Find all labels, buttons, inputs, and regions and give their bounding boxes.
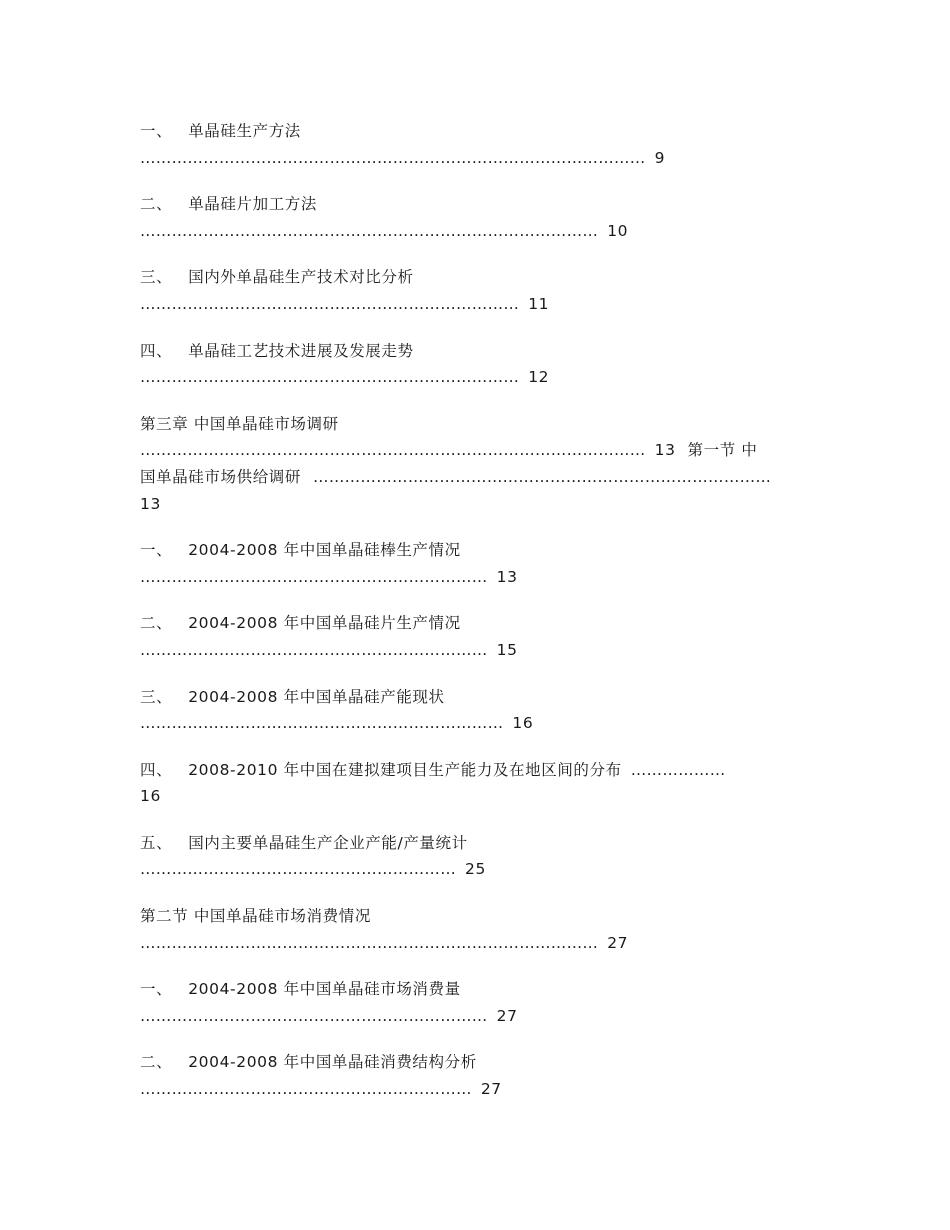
toc-number: 二、 [140,614,173,633]
toc-wrapped-line [140,464,820,491]
toc-leader-line [140,564,820,591]
toc-page-number: 9 [654,148,666,167]
toc-number: 四、 [140,341,173,360]
toc-leader-line [140,145,820,172]
toc-page-number: 12 [528,368,550,387]
toc-leader-line [140,856,820,883]
toc-page-number: 13 [140,494,161,513]
toc-title: 国内主要单晶硅生产企业产能/产量统计 [188,833,468,852]
toc-entry[interactable] [140,338,820,391]
toc-page-number: 13 [496,567,518,586]
toc-entry[interactable] [140,191,820,244]
toc-entry[interactable] [140,118,820,171]
toc-dot-leader: …………………………………………………………………………… [313,467,772,486]
toc-heading [140,338,820,365]
toc-heading [140,118,820,145]
toc-dot-leader: …………………………………………………………… [140,714,504,733]
toc-title: 单晶硅工艺技术进展及发展走势 [188,341,414,360]
toc-dot-leader: …………………………………………………………………………… [140,933,599,952]
toc-heading [140,1049,820,1076]
toc-leader-line [140,437,820,464]
toc-title: 2008-2010 年中国在建拟建项目生产能力及在地区间的分布 [188,760,622,779]
toc-title: 第三章 中国单晶硅市场调研 [140,414,339,433]
toc-dot-leader: ……………… [630,760,726,779]
toc-entry-chapter[interactable] [140,411,820,517]
toc-number: 三、 [140,268,173,287]
toc-leader-line [140,930,820,957]
toc-page-number: 16 [512,714,534,733]
toc-number: 五、 [140,833,173,852]
toc-title: 2004-2008 年中国单晶硅市场消费量 [188,980,461,999]
toc-page-number: 27 [480,1080,502,1099]
toc-heading [140,191,820,218]
toc-title: 单晶硅片加工方法 [188,195,318,214]
toc-number: 一、 [140,541,173,560]
toc-leader-line [140,710,820,737]
toc-entry[interactable] [140,976,820,1029]
toc-dot-leader: ……………………………………………………………… [140,368,520,387]
toc-heading [140,610,820,637]
toc-dot-leader: ……………………………………………………… [140,1080,472,1099]
toc-entry[interactable] [140,264,820,317]
toc-number: 二、 [140,195,173,214]
toc-leader-line [140,1076,820,1103]
toc-title: 2004-2008 年中国单晶硅片生产情况 [188,614,461,633]
toc-dot-leader: …………………………………………………………………………………… [140,148,646,167]
toc-page-number: 25 [465,860,486,879]
toc-title: 第二节 中国单晶硅市场消费情况 [140,907,371,926]
toc-page-number: 15 [496,640,518,659]
toc-entry[interactable] [140,537,820,590]
toc-page-number: 27 [496,1006,518,1025]
toc-page-number: 10 [607,221,629,240]
toc-title: 单晶硅生产方法 [188,122,301,140]
toc-title-continuation: 国单晶硅市场供给调研 [140,467,302,486]
toc-heading [140,903,820,930]
toc-title: 国内外单晶硅生产技术对比分析 [188,268,414,287]
toc-wrapped-line [140,491,820,518]
toc-number: 一、 [140,980,173,999]
toc-entry[interactable] [140,1049,820,1102]
toc-entry-section[interactable] [140,903,820,956]
toc-heading [140,684,820,711]
toc-dot-leader: …………………………………………………… [140,860,456,879]
toc-page-number: 13 [654,441,676,460]
toc-heading [140,264,820,291]
toc-dot-leader: …………………………………………………………………………… [140,221,599,240]
toc-leader-line [140,364,820,391]
toc-page-number: 16 [140,787,161,806]
toc-leader-line [140,637,820,664]
toc-heading [140,411,820,438]
toc-entry[interactable] [140,610,820,663]
toc-number: 一、 [140,122,173,140]
toc-dot-leader: ………………………………………………………… [140,640,488,659]
table-of-contents [140,118,820,1123]
toc-title: 2004-2008 年中国单晶硅消费结构分析 [188,1053,477,1072]
toc-dot-leader: ………………………………………………………… [140,567,488,586]
toc-heading [140,537,820,564]
toc-entry[interactable] [140,757,820,810]
toc-number: 三、 [140,687,173,706]
toc-page-number: 11 [528,294,550,313]
toc-page-number: 27 [607,933,629,952]
toc-dot-leader: ……………………………………………………………… [140,294,520,313]
toc-dot-leader: …………………………………………………………………………………… [140,441,646,460]
toc-number: 二、 [140,1053,173,1072]
toc-leader-line [140,218,820,245]
toc-title: 2004-2008 年中国单晶硅棒生产情况 [188,541,461,560]
toc-heading [140,976,820,1003]
toc-title: 2004-2008 年中国单晶硅产能现状 [188,687,445,706]
toc-entry[interactable] [140,830,820,883]
toc-heading [140,830,820,857]
toc-heading [140,757,820,784]
toc-entry[interactable] [140,684,820,737]
toc-leader-line [140,291,820,318]
toc-leader-line [140,1003,820,1030]
toc-wrapped-line [140,783,820,810]
toc-number: 四、 [140,760,173,779]
toc-dot-leader: ………………………………………………………… [140,1006,488,1025]
toc-next-title-fragment: 第一节 中 [687,441,758,460]
